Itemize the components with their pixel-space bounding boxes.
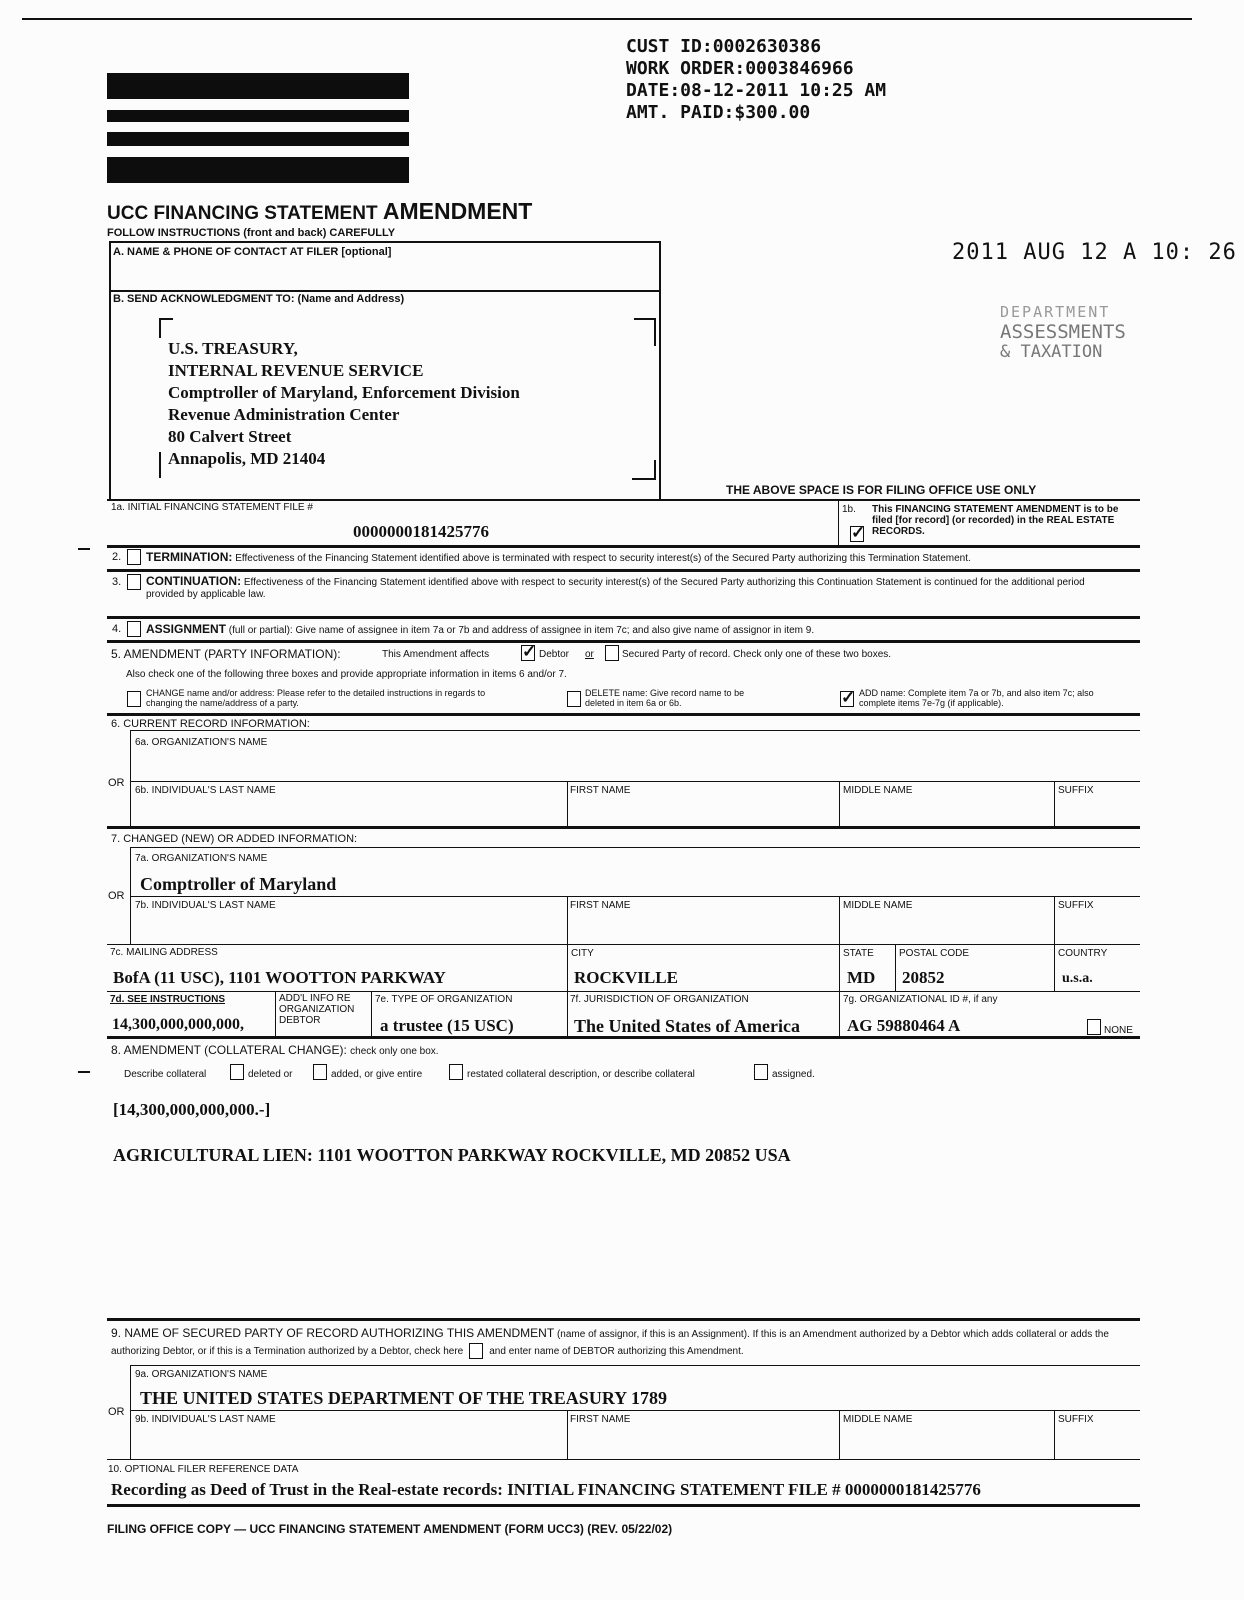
divider [107,944,1140,945]
item-6a-label: 6a. ORGANIZATION'S NAME [135,737,268,748]
item-3-row [146,575,1106,601]
top-rule [22,18,1192,20]
stamp-line: ASSESSMENTS [1000,321,1126,343]
divider [130,781,1140,782]
divider [130,1365,131,1459]
item-5-change: CHANGE name and/or address: Please refer to the detailed instructions in regards to changing the name/address of a party. [146,688,486,708]
item-9-title: 9. NAME OF SECURED PARTY OF RECORD AUTHORIZING THIS AMENDMENT [111,1326,555,1340]
suffix-label: SUFFIX [1058,900,1094,911]
cust-id: CUST ID:0002630386 [626,36,822,57]
item-5-or: or [585,649,594,660]
divider [839,896,840,1036]
first-name-label: FIRST NAME [570,1414,631,1425]
item-10-value: Recording as Deed of Trust in the Real-estate records: INITIAL FINANCING STATEMENT FILE # 0000000181425776 [111,1480,981,1499]
item-5-title: 5. AMENDMENT (PARTY INFORMATION): [111,647,341,661]
item-9-text2: and enter name of DEBTOR authorizing this Amendment. [489,1346,744,1357]
item-7c-value: BofA (11 USC), 1101 WOOTTON PARKWAY [113,968,446,987]
redaction-bar [107,73,409,99]
item-5-delete: DELETE name: Give record name to be deleted in item 6a or 6b. [585,688,745,708]
debtor-checkbox[interactable] [521,645,535,661]
suffix-label: SUFFIX [1058,1414,1094,1425]
item-1a-value: 0000000181425776 [353,522,489,541]
deleted-checkbox[interactable] [230,1064,244,1080]
item-6b-label: 6b. INDIVIDUAL'S LAST NAME [135,785,276,796]
receipt-date: DATE:08-12-2011 10:25 AM [626,80,887,101]
divider [107,1504,1140,1507]
middle-name-label: MIDDLE NAME [843,785,913,796]
added-checkbox[interactable] [313,1064,327,1080]
item-2-row [146,551,1136,565]
divider [130,730,131,826]
or-label: OR [108,1406,125,1418]
item-7e-value: a trustee (15 USC) [380,1016,514,1035]
form-title-prefix: UCC FINANCING STATEMENT [107,203,383,224]
item-3-text: Effectiveness of the Financing Statement identified above with respect to security interest(s) of the Secured Party authorizing this Continuation Statement is continued for the additional period provided by applicable law. [146,577,1085,600]
item-8-added: added, or give entire [331,1069,423,1080]
postal-code-label: POSTAL CODE [899,948,970,959]
stamp-line: & TAXATION [1000,342,1103,362]
collateral-description: AGRICULTURAL LIEN: 1101 WOOTTON PARKWAY ROCKVILLE, MD 20852 USA [113,1145,791,1165]
item-7-title: 7. CHANGED (NEW) OR ADDED INFORMATION: [111,833,358,845]
item-1a-label: 1a. INITIAL FINANCING STATEMENT FILE # [111,502,313,513]
item-9b-label: 9b. INDIVIDUAL'S LAST NAME [135,1414,276,1425]
postal-code-value: 20852 [902,968,945,987]
acknowledgment-address [168,338,520,470]
received-stamp: 2011 AUG 12 A 10: 26 [952,240,1237,265]
first-name-label: FIRST NAME [570,785,631,796]
divider [107,569,1140,572]
divider [130,1410,1140,1411]
item-7g-label: 7g. ORGANIZATIONAL ID #, if any [843,994,998,1005]
or-label: OR [108,890,125,902]
corner-mark [159,452,161,478]
divider [107,1318,1140,1321]
address-line: INTERNAL REVENUE SERVICE [168,361,424,380]
item-4-num: 4. [112,623,122,635]
item-7d-label: 7d. SEE INSTRUCTIONS [110,994,226,1005]
item-3-title: CONTINUATION: [146,574,242,588]
item-10-label: 10. OPTIONAL FILER REFERENCE DATA [108,1464,299,1475]
item-4-title: ASSIGNMENT [146,622,227,636]
addl-info-label: ADD'L INFO RE ORGANIZATION DEBTOR [279,993,355,1026]
divider [107,713,1140,716]
item-6-title: 6. CURRENT RECORD INFORMATION: [111,718,310,730]
item-1b-text: This FINANCING STATEMENT AMENDMENT is to be filed [for record] (or recorded) in the REAL ESTATE RECORDS. [872,504,1119,537]
item-7a-value: Comptroller of Maryland [140,874,337,894]
divider [895,944,896,992]
divider [130,847,1140,848]
divider [838,500,839,545]
department-stamp [1000,302,1126,362]
item-8-row [111,1043,439,1057]
or-label: OR [108,777,125,789]
corner-mark [632,460,656,480]
item-9-row [111,1325,1131,1360]
margin-mark [78,548,90,550]
item-2-num: 2. [112,551,122,563]
real-estate-checkbox[interactable] [850,526,864,542]
form-footer: FILING OFFICE COPY — UCC FINANCING STATEMENT AMENDMENT (FORM UCC3) (REV. 05/22/02) [107,1522,673,1536]
receipt-block [626,36,886,124]
address-line: U.S. TREASURY, [168,339,298,358]
item-2-title: TERMINATION: [146,550,233,564]
country-label: COUNTRY [1058,948,1108,959]
divider [567,896,568,1036]
restated-checkbox[interactable] [449,1064,463,1080]
item-7b-label: 7b. INDIVIDUAL'S LAST NAME [135,900,276,911]
country-value: u.s.a. [1062,971,1093,986]
item-8-describe: Describe collateral [124,1069,207,1080]
corner-mark [634,318,656,346]
item-9a-value: THE UNITED STATES DEPARTMENT OF THE TREASURY 1789 [140,1388,668,1408]
divider [130,1365,1140,1366]
address-line: Revenue Administration Center [168,405,400,424]
form-title-main: AMENDMENT [382,198,533,224]
item-7a-label: 7a. ORGANIZATION'S NAME [135,853,268,864]
item-4-text: (full or partial): Give name of assignee in item 7a or 7b and address of assignee in item 7c; and also give name of assignor in item 9. [228,625,815,636]
debtor-authorizing-checkbox[interactable] [469,1343,483,1359]
stamp-line: DEPARTMENT [1000,303,1111,321]
item-8-title: 8. AMENDMENT (COLLATERAL CHANGE): [111,1043,347,1057]
redaction-bar [107,110,409,122]
section-b-label: B. SEND ACKNOWLEDGMENT TO: (Name and Address) [113,293,405,305]
address-line: 80 Calvert Street [168,427,292,446]
divider [107,1036,1140,1039]
item-3-num: 3. [112,576,122,588]
divider [839,781,840,826]
item-5-add: ADD name: Complete item 7a or 7b, and also item 7c; also complete items 7e-7g (if applicable). [859,688,1094,708]
item-5-secured: Secured Party of record. Check only one of these two boxes. [622,649,892,660]
item-7c-label: 7c. MAILING ADDRESS [110,947,218,958]
item-5-also: Also check one of the following three boxes and provide appropriate information in items 6 and/or 7. [126,669,567,680]
state-value: MD [847,968,876,987]
city-label: CITY [571,948,594,959]
divider [567,781,568,826]
termination-checkbox[interactable] [127,549,141,565]
item-5-affects: This Amendment affects [382,649,490,660]
item-2-text: Effectiveness of the Financing Statement identified above is terminated with respect to security interest(s) of the Secured Party authorizing this Termination Statement. [235,553,971,564]
city-value: ROCKVILLE [574,968,678,987]
middle-name-label: MIDDLE NAME [843,1414,913,1425]
add-name-checkbox[interactable] [840,691,854,707]
redaction-bar [107,132,409,146]
assignment-checkbox[interactable] [127,621,141,637]
address-line: Annapolis, MD 21404 [168,449,326,468]
item-7d-value: 14,300,000,000,000, [112,1016,244,1033]
suffix-label: SUFFIX [1058,785,1094,796]
amount-paid: AMT. PAID:$300.00 [626,102,811,123]
follow-instructions: FOLLOW INSTRUCTIONS (front and back) CAREFULLY [107,227,396,239]
item-8-sub: check only one box. [350,1046,439,1057]
delete-name-checkbox[interactable] [567,691,581,707]
divider [109,290,661,292]
divider [107,499,1140,501]
work-order: WORK ORDER:0003846966 [626,58,854,79]
continuation-checkbox[interactable] [127,574,141,590]
divider [130,730,1140,731]
middle-name-label: MIDDLE NAME [843,900,913,911]
divider [371,991,372,1036]
divider [839,1410,840,1459]
item-5-debtor: Debtor [539,649,570,660]
state-label: STATE [843,948,874,959]
filing-office-note: THE ABOVE SPACE IS FOR FILING OFFICE USE ONLY [726,483,1037,497]
item-9-text: (name of assignor, if this is an Assignment). If this is an Amendment authorized by a Debtor which adds collateral or adds the authorizing Debtor, or if this is a Termination authorized by a Debtor, check here [111,1329,1109,1357]
item-8-assigned: assigned. [772,1069,815,1080]
first-name-label: FIRST NAME [570,900,631,911]
secured-party-checkbox[interactable] [605,645,619,661]
divider [1054,1410,1055,1459]
address-line: Comptroller of Maryland, Enforcement Division [168,383,520,402]
divider [107,991,1140,992]
divider [275,991,276,1036]
item-9a-label: 9a. ORGANIZATION'S NAME [135,1369,268,1380]
item-7f-value: The United States of America [574,1016,800,1036]
change-name-checkbox[interactable] [127,691,141,707]
item-8-deleted: deleted or [248,1069,293,1080]
divider [107,640,1140,643]
divider [567,1410,568,1459]
divider [107,826,1140,829]
collateral-amount: [14,300,000,000,000.-] [113,1100,271,1119]
item-4-row [146,623,1136,637]
item-8-restated: restated collateral description, or describe collateral [467,1069,695,1080]
assigned-checkbox[interactable] [754,1064,768,1080]
redaction-bar [107,157,409,183]
corner-mark [159,318,173,338]
section-a-label: A. NAME & PHONE OF CONTACT AT FILER [optional] [113,246,392,258]
item-7e-label: 7e. TYPE OF ORGANIZATION [375,994,513,1005]
divider [107,545,1140,548]
divider [1054,781,1055,826]
divider [130,896,1140,897]
margin-mark [78,1071,90,1073]
item-7g-value: AG 59880464 A [847,1016,961,1035]
form-title [107,198,532,225]
divider [107,616,1140,619]
item-1b-num: 1b. [842,504,856,515]
none-checkbox[interactable] [1087,1019,1101,1035]
none-label: NONE [1104,1025,1133,1036]
divider [107,1459,1140,1460]
item-7f-label: 7f. JURISDICTION OF ORGANIZATION [570,994,749,1005]
